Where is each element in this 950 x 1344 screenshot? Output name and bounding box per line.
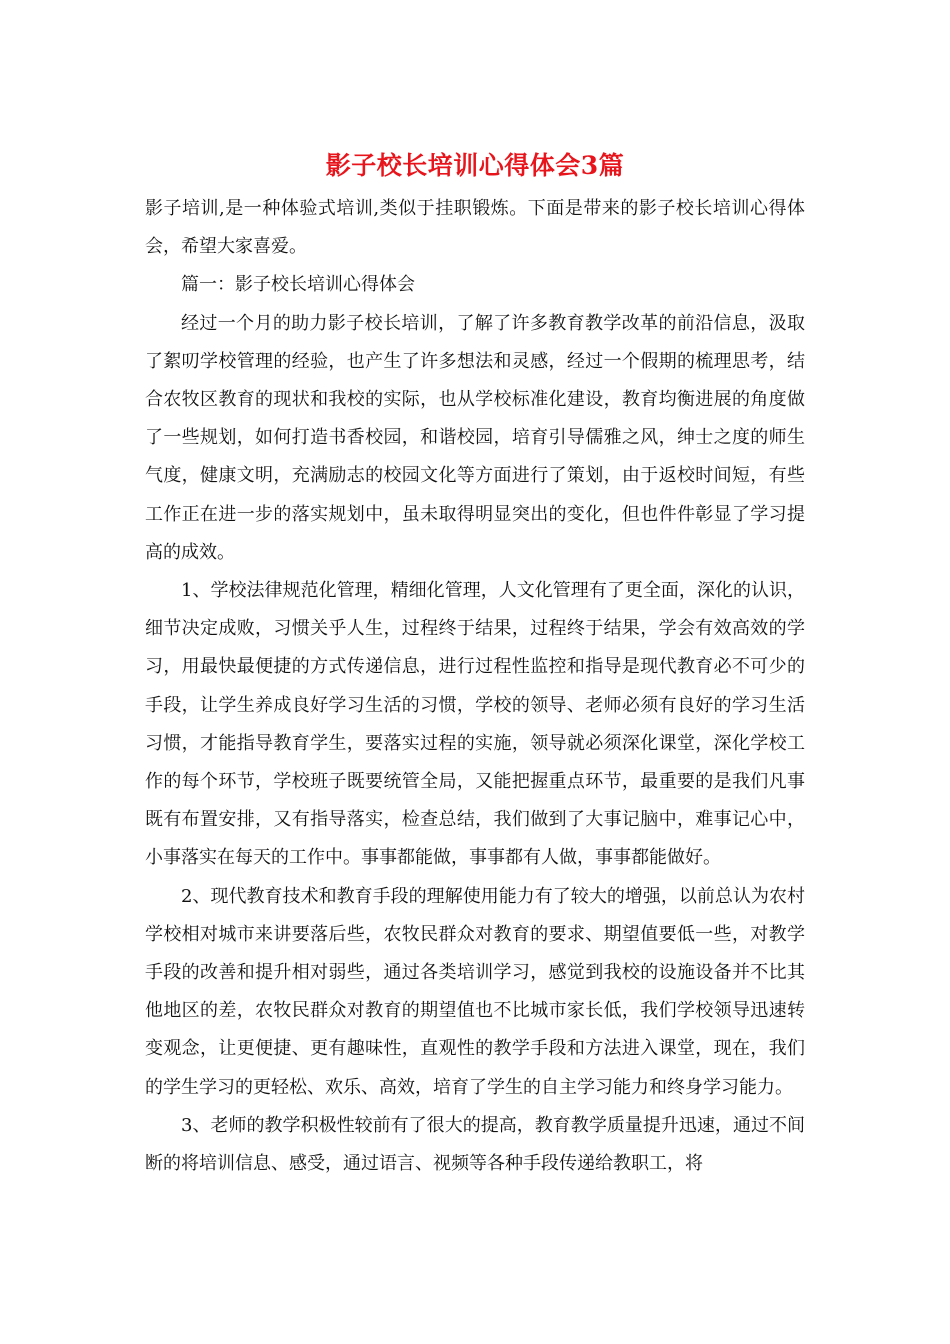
body-paragraph: 1、学校法律规范化管理，精细化管理，人文化管理有了更全面，深化的认识，细节决定成败，习惯关乎人生，过程终于结果，过程终于结果，学会有效高效的学习，用最快最便捷的方式传递信息，进行过程性监控和指导是现代教育必不可少的手段，让学生养成良好学习生活的习惯，学校的领导、老师必须有良好的学习生活习惯，才能指导教育学生，要落实过程的实施，领导就必须深化课堂，深化学校工作的每个环节，学校班子既要统管全局，又能把握重点环节，最重要的是我们凡事既有布置安排，又有指导落实，检查总结，我们做到了大事记脑中，难事记心中，小事落实在每天的工作中。事事都能做，事事都有人做，事事都能做好。: [145, 580, 805, 869]
intro-paragraph: 影子培训,是一种体验式培训,类似于挂职锻炼。下面是带来的影子校长培训心得体会，希望大家喜爱。: [145, 198, 805, 258]
body-paragraph: 经过一个月的助力影子校长培训，了解了许多教育教学改革的前沿信息，汲取了絮叨学校管理的经验，也产生了许多想法和灵感，经过一个假期的梳理思考，结合农牧区教育的现状和我校的实际，也从学校标准化建设，教育均衡进展的角度做了一些规划，如何打造书香校园，和谐校园，培育引导儒雅之风，绅士之度的师生气度，健康文明，充满励志的校园文化等方面进行了策划，由于返校时间短，有些工作正在进一步的落实规划中，虽未取得明显突出的变化，但也件件彰显了学习提高的成效。: [145, 312, 805, 563]
body-paragraph: 2、现代教育技术和教育手段的理解使用能力有了较大的增强，以前总认为农村学校相对城市来讲要落后些，农牧民群众对教育的要求、期望值要低一些，对教学手段的改善和提升相对弱些，通过各类培训学习，感觉到我校的设施设备并不比其他地区的差，农牧民群众对教育的期望值也不比城市家长低，我们学校领导迅速转变观念，让更便捷、更有趣味性，直观性的教学手段和方法进入课堂，现在，我们的学生学习的更轻松、欢乐、高效，培育了学生的自主学习能力和终身学习能力。: [145, 885, 805, 1098]
document-body: [145, 190, 805, 1183]
document-title: 影子校长培训心得体会3篇: [325, 151, 625, 180]
body-paragraph: 3、老师的教学积极性较前有了很大的提高，教育教学质量提升迅速，通过不间断的将培训信息、感受，通过语言、视频等各种手段传递给教职工，将: [145, 1114, 805, 1175]
section-heading: 篇一：影子校长培训心得体会: [181, 274, 415, 296]
